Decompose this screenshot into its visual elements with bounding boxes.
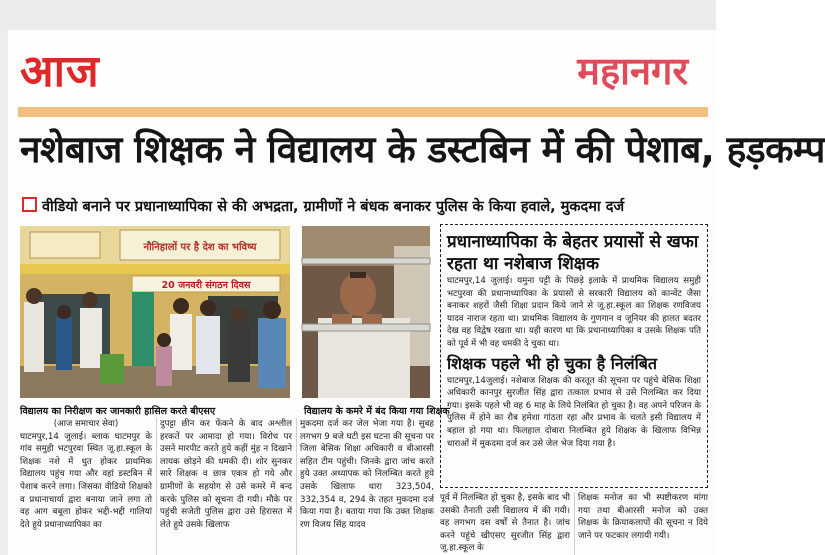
column-divider	[296, 418, 297, 555]
photo-caption-left: विद्यालय का निरीक्षण कर जानकारी हासिल करते बीएसए	[20, 406, 216, 417]
column-divider	[574, 492, 575, 555]
column-divider	[156, 418, 157, 555]
sidebar-box	[440, 224, 708, 488]
banner-slogan: नौनिहालों पर है देश का भविष्य	[143, 242, 257, 253]
news-service-credit: (आज समाचार सेवा)	[53, 419, 119, 429]
school-scene-illustration	[20, 226, 290, 398]
header-rule	[18, 107, 708, 117]
newspaper-logo: आज	[20, 46, 100, 97]
photo-teacher-locked	[302, 226, 430, 398]
top-margin	[0, 0, 716, 30]
box-subheading: शिक्षक पहले भी हो चुका है निलंबित	[447, 353, 658, 373]
left-margin	[0, 30, 8, 555]
box-paragraph-2: घाटमपुर,14जुलाई। नशेबाज शिक्षक की करतूत की सूचना पर पहुंचे बेसिक शिक्षा अधिकारी कानपुर सुरजीत सिंह द्वारा तत्काल प्रभाव से उसे निलम्बित कर दिया गया। इसके पहले भी वह 6 माह के लिये निलंबित हो चुका है। वह अपने परिजन के पुलिस में होने का रौब हमेशा गांठता रहा और प्रभाव के चलते इसी विद्यालय में बहाल हो गया था। फिलहाल दोबारा निलम्बित हुये शिक्षक के खिलाफ विभिन्न धाराओं में मुकदमा दर्ज कर उसे जेल भेज दिया गया है।	[447, 375, 701, 449]
box-paragraph-1: घाटमपुर,14 जुलाई। यमुना पट्टी के पिछड़े इलाके में प्राथमिक विद्यालय समुही भटपुरवा की प्रधानाध्यापिका के प्रयासों से सरकारी विद्यालय को कान्वेंट जैसा बनाकर शहरों जैसी शिक्षा प्रदान किये जाने से जू.हा.स्कूल का शिक्षक रणविजय यादव नाराज रहता था। प्राथमिक विद्यालय के गुणगान व जूनियर की हालत बदतर देख वह विद्वेष रखता था। यही कारण था कि प्रधानाध्यापिका व उसके शिक्षक पति को पूर्व में भी वह धमकी दे चुका था।	[447, 276, 701, 349]
article-paragraph: दुपट्टा छीन कर फेंकने के बाद अश्लील हरकतें पर आमादा हो गया। विरोध पर उसने मारपीट करते हुये कहीं मुंह न दिखाने लायक छोड़ने की धमकी दी। शोर सुनकर सारे शिक्षक व छात्र एकत्र हो गये और ग्रामीणों के सहयोग से उसे कमरे में बन्द करके पुलिस को सूचना दी गयी। मौके पर पहुंची सजेती पुलिस द्वारा उसे हिरासत में लेते हुये उसके खिलाफ	[160, 419, 292, 530]
box-heading: प्रधानाध्यापिका के बेहतर प्रयासों से खफा रहता था नशेबाज शिक्षक	[447, 232, 699, 274]
subheadline	[22, 197, 712, 216]
article-column-3	[300, 418, 434, 531]
photo-caption-right: विद्यालय के कमरे में बंद किया गया शिक्षक	[304, 406, 450, 417]
sign-text: 20 जनवरी संगठन दिवस	[161, 280, 251, 291]
article-column-5	[578, 492, 708, 542]
section-title: महानगर	[577, 49, 688, 93]
photo-school-inspection	[20, 226, 290, 398]
bullet-icon	[22, 197, 37, 212]
article-paragraph: पूर्व में निलम्बित हो चुका है, इसके बाद भी उसकी तैनाती उसी विद्यालय में की गयी। वह लगभग दस वर्षों से तैनात है। जांच करने पहुंचे खीएसए सुरजीत सिंह द्वारा जू.हा.स्कूल के	[440, 493, 570, 554]
article-column-4	[440, 492, 570, 555]
subheadline-text: वीडियो बनाने पर प्रधानाध्यापिका से की अभद्रता, ग्रामीणों ने बंधक बनाकर पुलिस के किया हवाले, मुकदमा दर्ज	[42, 199, 625, 215]
article-paragraph: मुकदमा दर्ज कर जेल भेजा गया है। सुबह लगभग 9 बजे घटी इस घटना की सूचना पर जिला बेसिक शिक्षा अधिकारी व बीआरसी सहित टीम पहुंची। जिनके द्वारा जांच करते हुये उक्त अध्यापक को निलम्बित करते हुये उसके खिलाफ धारा 323,504, 332,354 व, 294 के तहत मुकदमा दर्ज किया गया है। बताया गया कि उक्त शिक्षक रण विजय सिंह यादव	[300, 419, 434, 530]
teacher-behind-window-illustration	[302, 226, 430, 398]
article-column-1	[20, 418, 152, 531]
article-paragraph: शिक्षक मनोज का भी स्पष्टीकरण मांगा गया तथा बीआरसी मनोज को उक्त शिक्षक के क्रियाकलापों की सूचना न दिये जाने पर फटकार लगायी गयी।	[578, 493, 708, 541]
article-paragraph: घाटमपुर,14 जुलाई। ब्लाक घाटमपुर के गांव समुही भटपुरवा स्थित जू.हा.स्कूल के शिक्षक नशे में धुत होकर प्राथमिक विद्यालय पहुंच गया और वहां डस्टबिन में पेशाब करने लगा। जिसका वीडियो शिक्षको व प्रधानाचार्या द्वारा बनाया जाने लगा तो वह आग बबूला होकर भद्दी-भद्दी गालियां देते हुये प्रधानाध्यापिका का	[20, 431, 152, 530]
article-column-2	[160, 418, 292, 531]
headline: नशेबाज शिक्षक ने विद्यालय के डस्टबिन में की पेशाब, हड़कम्प	[20, 128, 825, 171]
